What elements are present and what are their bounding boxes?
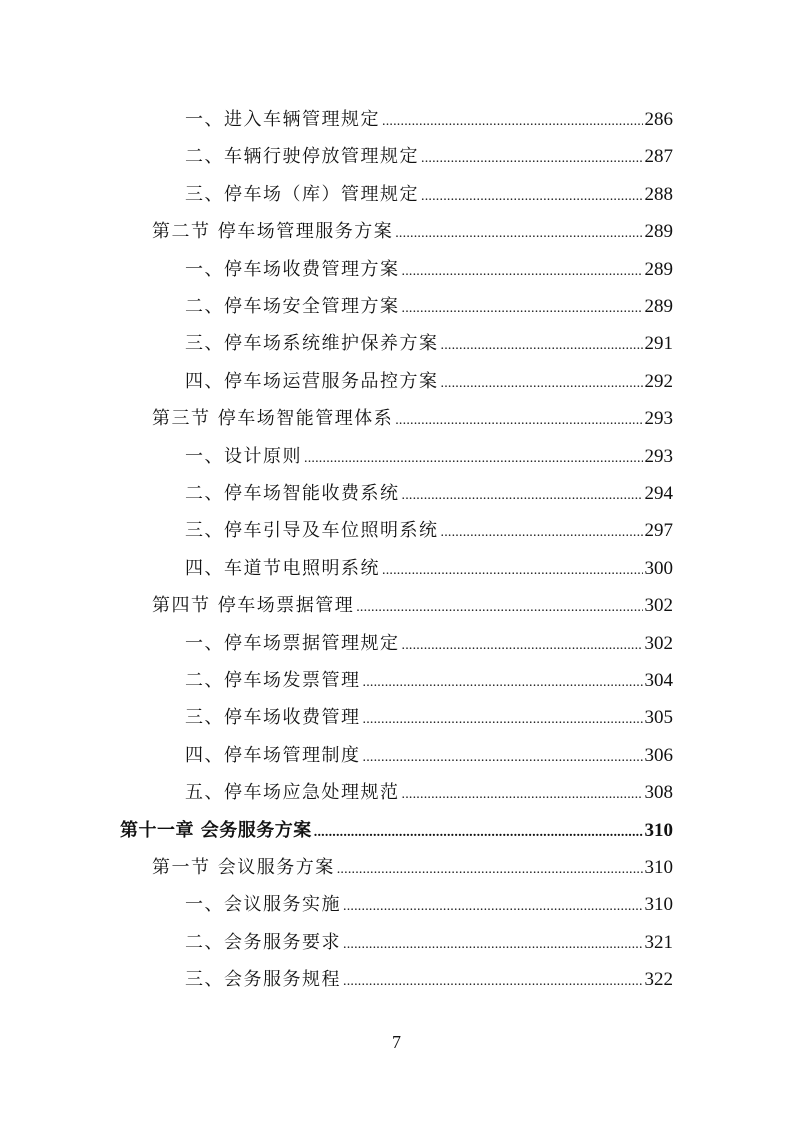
toc-entry-page: 304 bbox=[644, 670, 673, 691]
toc-entry-title: 三、停车场（库）管理规定 bbox=[185, 183, 419, 205]
toc-subsection-entry[interactable] bbox=[185, 480, 673, 508]
toc-entry-page: 310 bbox=[644, 857, 673, 878]
dot-leader bbox=[395, 407, 642, 435]
toc-entry-title: 第四节 停车场票据管理 bbox=[152, 595, 355, 617]
dot-leader bbox=[337, 856, 643, 884]
toc-subsection-entry[interactable] bbox=[185, 517, 673, 545]
toc-entry-page: 289 bbox=[644, 258, 673, 280]
toc-entry-page: 292 bbox=[644, 370, 673, 392]
toc-entry-page: 302 bbox=[644, 595, 673, 617]
dot-leader bbox=[441, 519, 643, 547]
toc-entry-page: 322 bbox=[644, 969, 673, 991]
page-number: 7 bbox=[392, 1032, 401, 1052]
toc-section-entry[interactable] bbox=[152, 592, 673, 620]
dot-leader bbox=[402, 482, 643, 510]
toc-entry-page: 321 bbox=[644, 931, 673, 953]
toc-subsection-entry[interactable] bbox=[185, 667, 673, 695]
toc-subsection-entry[interactable] bbox=[185, 106, 673, 134]
toc-subsection-entry[interactable] bbox=[185, 293, 673, 321]
dot-leader bbox=[382, 108, 643, 136]
toc-subsection-entry[interactable] bbox=[185, 143, 673, 171]
dot-leader bbox=[356, 594, 642, 622]
toc-entry-title: 二、车辆行驶停放管理规定 bbox=[185, 146, 419, 168]
toc-section-entry[interactable] bbox=[152, 405, 673, 433]
toc-entry-title: 四、车道节电照明系统 bbox=[185, 557, 380, 579]
toc-subsection-entry[interactable] bbox=[185, 742, 673, 770]
toc-entry-title: 四、停车场管理制度 bbox=[185, 744, 361, 766]
toc-entry-title: 一、设计原则 bbox=[185, 445, 302, 467]
toc-chapter-entry[interactable] bbox=[120, 817, 673, 845]
dot-leader bbox=[343, 931, 643, 959]
toc-subsection-entry[interactable] bbox=[185, 630, 673, 658]
dot-leader bbox=[363, 669, 643, 697]
toc-entry-page: 286 bbox=[644, 109, 673, 130]
dot-leader bbox=[441, 332, 643, 360]
dot-leader bbox=[402, 258, 643, 286]
toc-subsection-entry[interactable] bbox=[185, 330, 673, 358]
toc-entry-page: 287 bbox=[644, 146, 673, 168]
toc-entry-title: 第十一章 会务服务方案 bbox=[120, 819, 312, 841]
toc-entry-page: 310 bbox=[644, 819, 673, 841]
toc-entry-page: 293 bbox=[644, 408, 673, 430]
dot-leader bbox=[363, 706, 643, 734]
toc-subsection-entry[interactable] bbox=[185, 966, 673, 994]
dot-leader bbox=[343, 893, 643, 921]
toc-entry-title: 五、停车场应急处理规范 bbox=[185, 782, 400, 804]
toc-entry-page: 308 bbox=[644, 782, 673, 804]
toc-section-entry[interactable] bbox=[152, 854, 673, 882]
dot-leader bbox=[402, 295, 643, 323]
toc-subsection-entry[interactable] bbox=[185, 779, 673, 807]
toc-entry-title: 一、会议服务实施 bbox=[185, 894, 341, 916]
dot-leader bbox=[402, 781, 643, 809]
dot-leader bbox=[441, 370, 643, 398]
toc-entry-page: 305 bbox=[644, 707, 673, 729]
dot-leader bbox=[395, 220, 642, 248]
toc-entry-page: 310 bbox=[644, 894, 673, 916]
toc-entry-title: 三、停车引导及车位照明系统 bbox=[185, 520, 439, 542]
dot-leader bbox=[343, 968, 643, 996]
toc-entry-title: 二、停车场智能收费系统 bbox=[185, 483, 400, 504]
toc-entry-title: 第三节 停车场智能管理体系 bbox=[152, 408, 394, 430]
toc-entry-page: 300 bbox=[644, 557, 673, 579]
toc-entry-title: 二、停车场安全管理方案 bbox=[185, 296, 400, 317]
toc-entry-page: 306 bbox=[644, 744, 673, 766]
toc-entry-title: 三、会务服务规程 bbox=[185, 969, 341, 991]
dot-leader bbox=[304, 445, 643, 473]
toc-subsection-entry[interactable] bbox=[185, 368, 673, 396]
toc-entry-title: 第二节 停车场管理服务方案 bbox=[152, 221, 394, 243]
toc-subsection-entry[interactable] bbox=[185, 443, 673, 471]
toc-subsection-entry[interactable] bbox=[185, 704, 673, 732]
toc-subsection-entry[interactable] bbox=[185, 929, 673, 957]
toc-section-entry[interactable] bbox=[152, 218, 673, 246]
dot-leader bbox=[421, 145, 643, 173]
toc-entry-title: 一、停车场收费管理方案 bbox=[185, 258, 400, 280]
toc-entry-page: 288 bbox=[644, 183, 673, 205]
dot-leader bbox=[314, 819, 643, 847]
toc-subsection-entry[interactable] bbox=[185, 181, 673, 209]
toc-subsection-entry[interactable] bbox=[185, 256, 673, 284]
toc-subsection-entry[interactable] bbox=[185, 891, 673, 919]
toc-entry-title: 一、停车场票据管理规定 bbox=[185, 632, 400, 654]
toc-entry-page: 294 bbox=[644, 483, 673, 504]
toc-entry-title: 第一节 会议服务方案 bbox=[152, 857, 335, 878]
toc-entry-title: 三、停车场收费管理 bbox=[185, 707, 361, 729]
toc-entry-page: 289 bbox=[644, 221, 673, 243]
dot-leader bbox=[402, 632, 643, 660]
toc-entry-title: 二、停车场发票管理 bbox=[185, 670, 361, 691]
toc-entry-title: 一、进入车辆管理规定 bbox=[185, 109, 380, 130]
toc-entry-page: 297 bbox=[644, 520, 673, 542]
toc-entry-page: 293 bbox=[644, 445, 673, 467]
dot-leader bbox=[363, 744, 643, 772]
dot-leader bbox=[382, 557, 643, 585]
toc-entry-page: 302 bbox=[644, 632, 673, 654]
dot-leader bbox=[421, 183, 643, 211]
toc-entry-title: 三、停车场系统维护保养方案 bbox=[185, 333, 439, 355]
toc-entry-title: 四、停车场运营服务品控方案 bbox=[185, 370, 439, 392]
toc-subsection-entry[interactable] bbox=[185, 555, 673, 583]
toc-entry-page: 291 bbox=[644, 333, 673, 355]
toc-entry-page: 289 bbox=[644, 296, 673, 317]
toc-entry-title: 二、会务服务要求 bbox=[185, 931, 341, 953]
